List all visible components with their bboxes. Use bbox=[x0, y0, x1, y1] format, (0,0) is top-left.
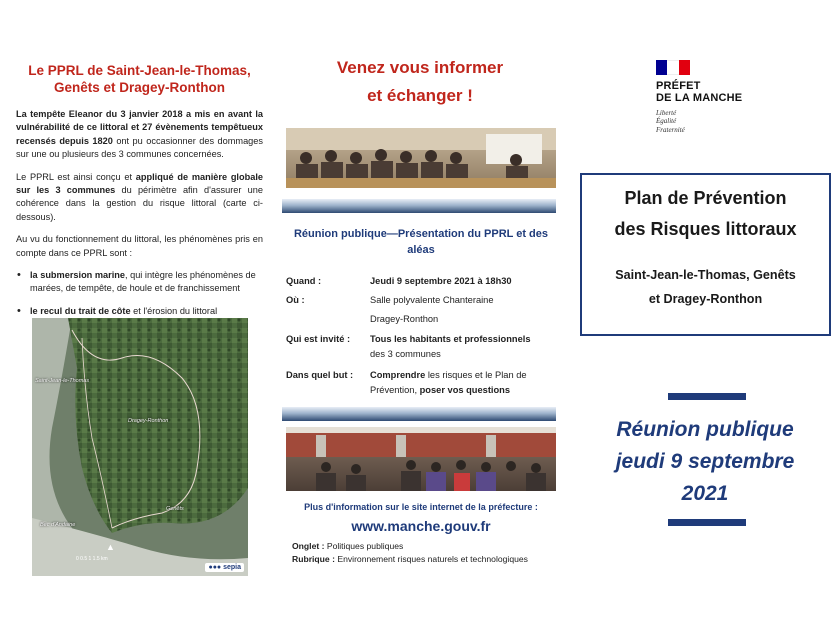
paragraph-eleanor bbox=[16, 108, 263, 162]
plan-subtitle bbox=[582, 263, 829, 311]
recul-bold: le recul du trait de côte bbox=[30, 305, 131, 316]
eleanor-text: ont pu occasionner des dommages sur une ou plusieurs des 3 communes concernées. bbox=[16, 135, 263, 160]
eleanor-bold: La tempête Eleanor du 3 janvier 2018 a mis en avant la vulnérabilité de ce littoral et 27 évènements tempêtueux recensés depuis 1820 bbox=[16, 109, 263, 146]
audience-photo-image bbox=[286, 128, 556, 188]
right-panel bbox=[570, 0, 840, 630]
submersion-text: , qui intègre les phénomènes de marées, de tempête, de houle et de franchissement bbox=[30, 270, 256, 294]
info-value-bold: Tous les habitants et professionnels bbox=[370, 334, 531, 344]
prefet-logo-text bbox=[656, 80, 742, 104]
list-item bbox=[16, 305, 263, 318]
reunion-line2: jeudi 9 septembre bbox=[615, 450, 795, 473]
motto-liberte: Liberté bbox=[656, 109, 677, 117]
divider-bar bbox=[282, 407, 556, 421]
submersion-bold: la submersion marine bbox=[30, 270, 125, 281]
motto-fraternite: Fraternité bbox=[656, 125, 685, 134]
map-label-dragey: Dragey-Ronthon bbox=[128, 418, 169, 424]
global-text-2: du périmètre afin d'assurer une cohérence dans la gestion du risque littoral (carte ci-dessous). bbox=[16, 185, 264, 222]
plan-title-line2: des Risques littoraux bbox=[614, 219, 797, 239]
north-arrow-icon: ▲ bbox=[106, 542, 115, 552]
invite-title-line2: et échanger ! bbox=[367, 86, 473, 105]
info-value-bold: Comprendre bbox=[370, 370, 426, 380]
plan-title-box bbox=[580, 173, 831, 336]
reunion-line1: Réunion publique bbox=[616, 418, 794, 441]
plan-subtitle-line1: Saint-Jean-le-Thomas, Genêts bbox=[615, 268, 796, 282]
middle-panel bbox=[280, 0, 560, 630]
info-value: Salle polyvalente Chanteraine bbox=[370, 295, 494, 305]
map-scale: 0 0.5 1 1.5 km bbox=[76, 556, 108, 562]
flag-red bbox=[679, 60, 690, 75]
divider-rule bbox=[668, 393, 746, 400]
reunion-line3: 2021 bbox=[681, 482, 729, 505]
prefecture-website-link[interactable]: www.manche.gouv.fr bbox=[351, 518, 491, 534]
onglet-label: Onglet : bbox=[292, 541, 325, 551]
info-label: Dans quel but : bbox=[286, 370, 354, 380]
info-label: Où : bbox=[286, 295, 305, 305]
hall-photo-image bbox=[286, 427, 556, 491]
motto-egalite: Égalité bbox=[656, 117, 677, 126]
pprl-title: Le PPRL de Saint-Jean-le-Thomas, Genêts et Dragey-Ronthon bbox=[28, 63, 251, 95]
invite-title bbox=[280, 54, 560, 110]
meeting-photo-2 bbox=[286, 427, 556, 491]
info-value-text: des 3 communes bbox=[370, 349, 441, 359]
plan-subtitle-line2: et Dragey-Ronthon bbox=[648, 292, 763, 306]
info-value-text: les risques et le Plan de Prévention, bbox=[370, 370, 527, 395]
rubrique-label: Rubrique : bbox=[292, 554, 335, 564]
map-label-bec: Bec d'Andaine bbox=[40, 522, 76, 528]
meeting-photo-1 bbox=[286, 128, 556, 188]
info-value-bold-2: poser vos questions bbox=[419, 385, 511, 395]
flag-blue bbox=[656, 60, 667, 75]
prefet-line2: DE LA MANCHE bbox=[656, 92, 743, 104]
map-image bbox=[32, 318, 248, 576]
prefet-line1: PRÉFET bbox=[656, 80, 701, 92]
more-info-text: Plus d'information sur le site internet de la préfecture : bbox=[304, 502, 538, 512]
recul-text: et l'érosion du littoral bbox=[130, 305, 218, 316]
info-value bbox=[370, 368, 556, 398]
paragraph-global bbox=[16, 171, 263, 225]
map-label-genets: Genêts bbox=[166, 506, 184, 512]
info-value bbox=[370, 274, 556, 289]
list-item bbox=[16, 269, 263, 296]
meeting-title: Réunion publique—Présentation du PPRL et des aléas bbox=[293, 228, 549, 256]
rubrique-value: Environnement risques naturels et technologiques bbox=[334, 554, 528, 564]
plan-title-line1: Plan de Prévention bbox=[624, 188, 787, 208]
republic-motto bbox=[656, 109, 685, 134]
invite-title-line1: Venez vous informer bbox=[336, 58, 504, 77]
divider-rule bbox=[668, 519, 746, 526]
global-text-1: Le PPRL est ainsi conçu et bbox=[16, 171, 136, 182]
phenomena-list bbox=[16, 269, 263, 318]
paragraph-phenomena: Au vu du fonctionnement du littoral, les phénomènes pris en compte dans ce PPRL sont : bbox=[16, 234, 263, 258]
map-label-sjlt: Saint-Jean-le-Thomas bbox=[35, 378, 90, 384]
info-value-bold: Jeudi 9 septembre 2021 à 18h30 bbox=[370, 276, 512, 286]
flag-white bbox=[667, 60, 678, 75]
reunion-date-heading bbox=[570, 414, 840, 510]
info-label: Quand : bbox=[286, 276, 322, 286]
rubrique-line bbox=[292, 553, 562, 565]
info-value: Dragey-Ronthon bbox=[370, 314, 439, 324]
sepia-logo: ●●● sepia bbox=[205, 563, 244, 572]
info-value bbox=[370, 332, 556, 362]
onglet-line bbox=[292, 540, 562, 552]
info-label: Qui est invité : bbox=[286, 334, 351, 344]
plan-title bbox=[582, 183, 829, 245]
global-bold: appliqué de manière globale sur les 3 communes bbox=[16, 171, 263, 196]
republic-flag-icon bbox=[656, 60, 690, 75]
onglet-value: Politiques publiques bbox=[324, 541, 404, 551]
perimeter-map bbox=[32, 318, 248, 576]
divider-bar bbox=[282, 199, 556, 213]
